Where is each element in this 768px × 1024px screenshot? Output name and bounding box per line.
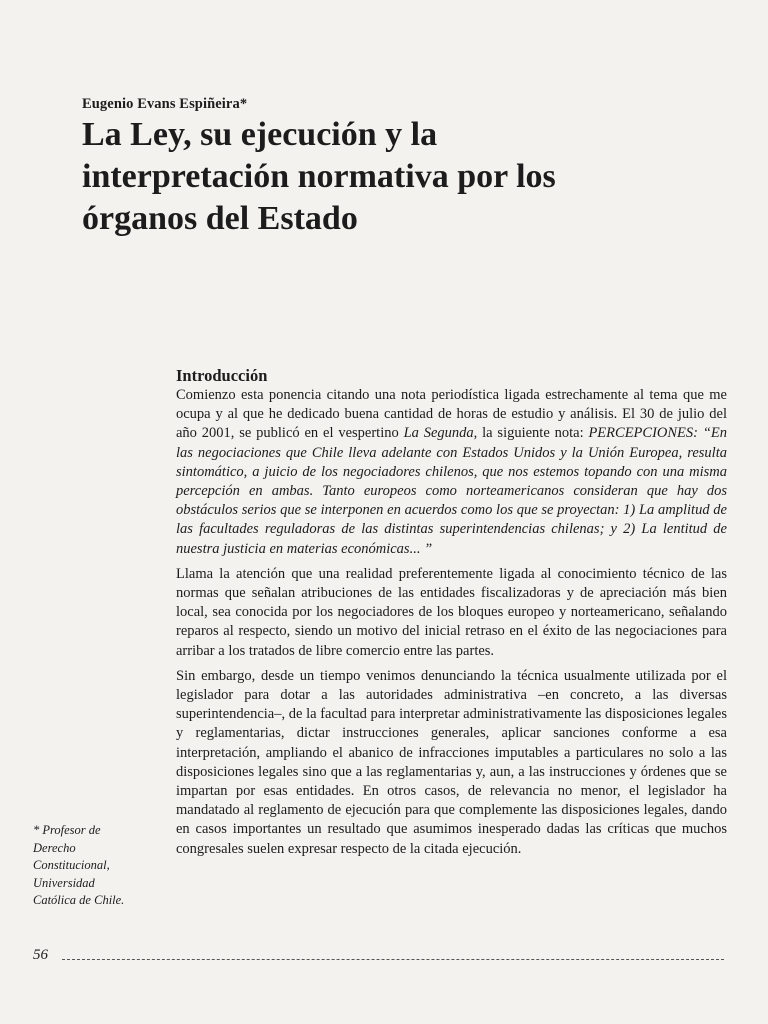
title-line: órganos del Estado (82, 200, 358, 237)
article-title (82, 114, 722, 240)
body-paragraph: Llama la atención que una realidad preferentemente ligada al conocimiento técnico de las normas que señalan atribuciones de las entidades fiscalizadoras y de apreciación más bien local, sea conocida por los negociadores de los bloques europeo y norteamericano, señalando reparos al respecto, siendo un motivo del inicial retraso en el éxito de las negociaciones para arribar a los tratados de libre comercio entre las partes. (176, 565, 727, 659)
footnote-line: * Profesor de (33, 823, 101, 837)
paragraph-text: , la siguiente nota: (473, 425, 589, 442)
paragraph-text: Comienzo esta ponencia citando una nota periodística ligada estrechamente al tema que me ocupa y al que he dedicado buena cantidad de horas de estudio y análisis. El 30 de julio del año 2001, se publicó en el vespertino (176, 387, 727, 442)
body-paragraph: Sin embargo, desde un tiempo venimos denunciando la técnica usualmente utilizada por el legislador para dotar a las autoridades administrativa –en concreto, a las diversas superintendencia–, de la facultad para interpretar administrativamente las disposiciones legales y reglamentarias, dictar instrucciones generales, aplicar sanciones conforme a esa interpretación, ampliando el abanico de infracciones imputables a particulares no solo a las disposiciones legales sino que a las reglamentarias y, aun, a las instrucciones y órdenes que se impartan por esas entidades. En otros casos, de relevancia no menor, el legislador ha mandatado al reglamento de ejecución para que complemente las disposiciones legales, dando en casos importantes un resultado que asumimos inesperado dadas las críticas que muchos congresales suelen expresar respecto de la citada ejecución. (176, 667, 727, 857)
footer-divider (62, 959, 724, 960)
article-body (176, 386, 727, 865)
title-line: interpretación normativa por los (82, 158, 556, 195)
body-paragraph (176, 386, 727, 559)
footnote-line: Universidad (33, 875, 95, 890)
footnote-line: Derecho (33, 840, 76, 855)
author-footnote (33, 822, 153, 910)
footnote-line: Católica de Chile. (33, 893, 125, 907)
author-name: Eugenio Evans Espiñeira* (82, 96, 248, 112)
newspaper-name: La Segunda (403, 425, 474, 442)
title-line: La Ley, su ejecución y la (82, 116, 438, 153)
page-number: 56 (33, 947, 48, 963)
quoted-note: PERCEPCIONES: “En las negociaciones que Chile lleva adelante con Estados Unidos y la Unión Europea, resulta sintomático, a juicio de los negociadores chilenos, que nos estemos topando con una misma percepción en ambas. Tanto europeos como norteamericanos consideran que hay dos obstáculos serios que se interponen en acuerdos como los que se proyectan: 1) La amplitud de las facultades reguladoras de las distintas superintendencias chilenas; y 2) La lentitud de nuestra justicia en materias económicas... ” (176, 425, 727, 557)
footnote-line: Constitucional, (33, 858, 110, 872)
section-heading: Introducción (176, 366, 268, 385)
